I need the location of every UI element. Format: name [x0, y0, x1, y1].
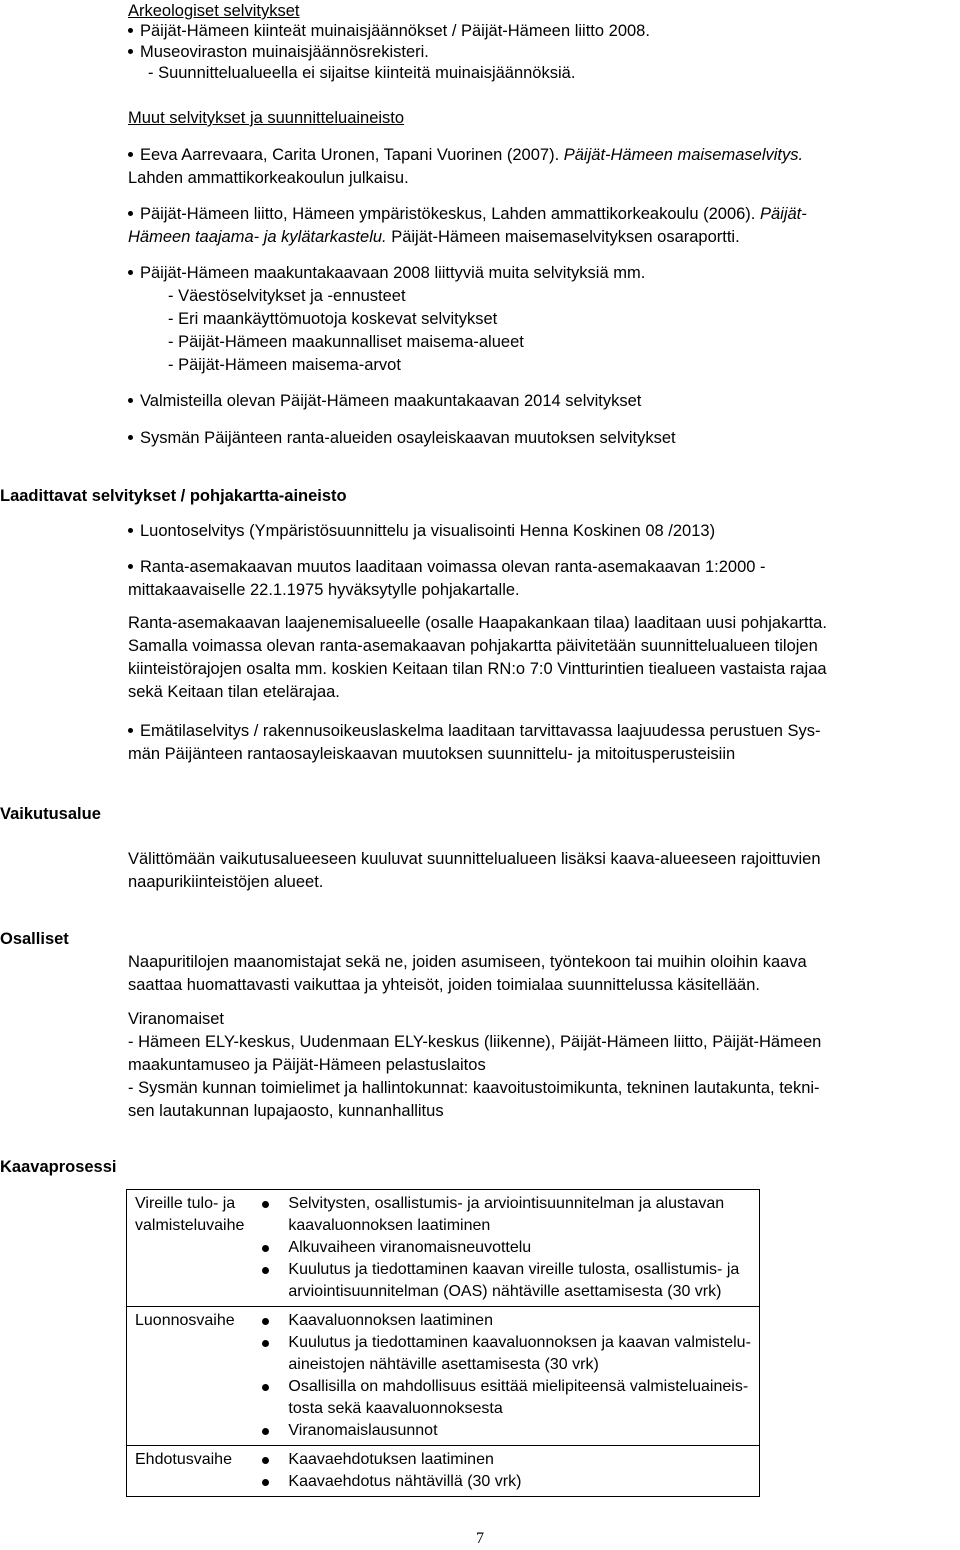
bullet-icon	[262, 1267, 269, 1274]
bullet-icon	[262, 1384, 269, 1391]
phase-name: Ehdotusvaihe	[127, 1446, 253, 1497]
arkeologiset-heading: Arkeologiset selvitykset	[128, 2, 300, 20]
kaavaprosessi-heading: Kaavaprosessi	[0, 1158, 117, 1176]
sub-item: - Päijät-Hämeen maakunnalliset maisema-alueet	[168, 333, 524, 351]
phase-items	[252, 1446, 759, 1497]
bullet-icon	[262, 1457, 269, 1464]
bullet-icon	[128, 528, 133, 533]
bullet-icon	[262, 1340, 269, 1347]
laadittavat-heading: Laadittavat selvitykset / pohjakartta-aineisto	[0, 487, 347, 505]
viranomaiset-heading: Viranomaiset	[128, 1010, 224, 1028]
bullet-icon	[128, 728, 133, 733]
muut-heading: Muut selvitykset ja suunnitteluaineisto	[128, 109, 405, 127]
list-item: Emätilaselvitys / rakennusoikeuslaskelma laaditaan tarvittavassa laajuudessa perustuen Sys-	[128, 720, 821, 743]
paragraph-line: Ranta-asemakaavan laajenemisalueelle (osalle Haapakankaan tilaa) laaditaan uusi pohjakartta.	[128, 614, 827, 632]
bullet-icon	[128, 211, 133, 216]
bullet-icon	[262, 1245, 269, 1252]
vaikutusalue-heading: Vaikutusalue	[0, 805, 101, 823]
list-item-continued: Hämeen taajama- ja kylätarkastelu. Päijät-Hämeen maisemaselvityksen osaraportti.	[128, 228, 740, 246]
list-item-continued: Lahden ammattikorkeakoulun julkaisu.	[128, 169, 409, 187]
list-item: Kaavaehdotus nähtävillä (30 vrk)	[252, 1471, 751, 1493]
paragraph-line: sen lautakunnan lupajaosto, kunnanhallitus	[128, 1102, 444, 1120]
bullet-icon	[262, 1479, 269, 1486]
bullet-icon	[128, 152, 133, 157]
phase-items	[252, 1307, 759, 1446]
bullet-icon	[128, 270, 133, 275]
sub-item: - Väestöselvitykset ja -ennusteet	[168, 287, 406, 305]
bullet-icon	[128, 435, 133, 440]
paragraph-line: naapurikiinteistöjen alueet.	[128, 873, 324, 891]
list-item: Kuulutus ja tiedottaminen kaavaluonnoksen ja kaavan valmistelu- aineistojen nähtäville asettamisesta (30 vrk)	[252, 1332, 751, 1376]
bullet-icon	[262, 1201, 269, 1208]
bullet-icon	[262, 1428, 269, 1435]
sub-item: - Päijät-Hämeen maisema-arvot	[168, 356, 401, 374]
arkeologiset-note: - Suunnittelualueella ei sijaitse kiinteitä muinaisjäännöksiä.	[148, 64, 576, 82]
bullet-icon	[262, 1318, 269, 1325]
phase-items	[252, 1190, 759, 1307]
page-number: 7	[476, 1530, 484, 1547]
table-row	[127, 1446, 760, 1497]
list-item: Viranomaislausunnot	[252, 1420, 751, 1442]
list-item: Sysmän Päijänteen ranta-alueiden osayleiskaavan muutoksen selvitykset	[128, 427, 676, 450]
list-item: Valmisteilla olevan Päijät-Hämeen maakuntakaavan 2014 selvitykset	[128, 390, 641, 413]
paragraph-line: - Hämeen ELY-keskus, Uudenmaan ELY-keskus (liikenne), Päijät-Hämeen liitto, Päijät-Hämeen	[128, 1033, 822, 1051]
list-item: Kaavaluonnoksen laatiminen	[252, 1310, 751, 1332]
kaavaprosessi-table	[126, 1189, 760, 1497]
paragraph-line: maakuntamuseo ja Päijät-Hämeen pelastuslaitos	[128, 1056, 486, 1074]
list-item: Selvitysten, osallistumis- ja arviointisuunnitelman ja alustavan kaavaluonnoksen laatiminen	[252, 1193, 751, 1237]
phase-name: Vireille tulo- ja valmisteluvaihe	[127, 1190, 253, 1307]
list-item: Päijät-Hämeen kiinteät muinaisjäännökset / Päijät-Hämeen liitto 2008.	[128, 20, 650, 43]
bullet-icon	[128, 564, 133, 569]
paragraph-line: Samalla voimassa olevan ranta-asemakaavan pohjakartta päivitetään suunnittelualueen tilojen	[128, 637, 818, 655]
paragraph-line: saattaa huomattavasti vaikuttaa ja yhteisöt, joiden toimialaa suunnittelussa käsitellään.	[128, 976, 760, 994]
bullet-icon	[128, 49, 133, 54]
list-item: Eeva Aarrevaara, Carita Uronen, Tapani Vuorinen (2007). Päijät-Hämeen maisemaselvitys.	[128, 144, 803, 167]
list-item: Luontoselvitys (Ympäristösuunnittelu ja visualisointi Henna Koskinen 08 /2013)	[128, 520, 715, 543]
paragraph-line: Naapuritilojen maanomistajat sekä ne, joiden asumiseen, työntekoon tai muihin oloihin kaava	[128, 953, 807, 971]
bullet-icon	[128, 28, 133, 33]
list-item: Museoviraston muinaisjäännösrekisteri.	[128, 41, 429, 64]
paragraph-line: sekä Keitaan tilan etelärajaa.	[128, 683, 340, 701]
paragraph-line: Välittömään vaikutusalueeseen kuuluvat suunnittelualueen lisäksi kaava-alueeseen rajoittuvien	[128, 850, 821, 868]
list-item: Päijät-Hämeen maakuntakaavaan 2008 liittyviä muita selvityksiä mm.	[128, 262, 645, 285]
sub-item: - Eri maankäyttömuotoja koskevat selvitykset	[168, 310, 498, 328]
list-item-continued: män Päijänteen rantaosayleiskaavan muutoksen suunnittelu- ja mitoitusperusteisiin	[128, 745, 736, 763]
list-item: Osallisilla on mahdollisuus esittää mielipiteensä valmisteluaineis- tosta sekä kaavaluonnoksesta	[252, 1376, 751, 1420]
list-item-continued: mittakaavaiselle 22.1.1975 hyväksytylle pohjakartalle.	[128, 581, 520, 599]
osalliset-heading: Osalliset	[0, 930, 69, 948]
list-item: Kaavaehdotuksen laatiminen	[252, 1449, 751, 1471]
list-item: Ranta-asemakaavan muutos laaditaan voimassa olevan ranta-asemakaavan 1:2000 -	[128, 556, 766, 579]
list-item: Alkuvaiheen viranomaisneuvottelu	[252, 1237, 751, 1259]
list-item: Päijät-Hämeen liitto, Hämeen ympäristökeskus, Lahden ammattikorkeakoulu (2006). Päijät-	[128, 203, 807, 226]
paragraph-line: kiinteistörajojen osalta mm. koskien Keitaan tilan RN:o 7:0 Vintturintien tiealueen vastaista rajaa	[128, 660, 827, 678]
table-row	[127, 1307, 760, 1446]
list-item: Kuulutus ja tiedottaminen kaavan vireille tulosta, osallistumis- ja arviointisuunnitelman (OAS) nähtäville asettamisesta (30 vrk)	[252, 1259, 751, 1303]
paragraph-line: - Sysmän kunnan toimielimet ja hallintokunnat: kaavoitustoimikunta, tekninen lautakunta, tekni-	[128, 1079, 820, 1097]
phase-name: Luonnosvaihe	[127, 1307, 253, 1446]
table-row	[127, 1190, 760, 1307]
bullet-icon	[128, 398, 133, 403]
